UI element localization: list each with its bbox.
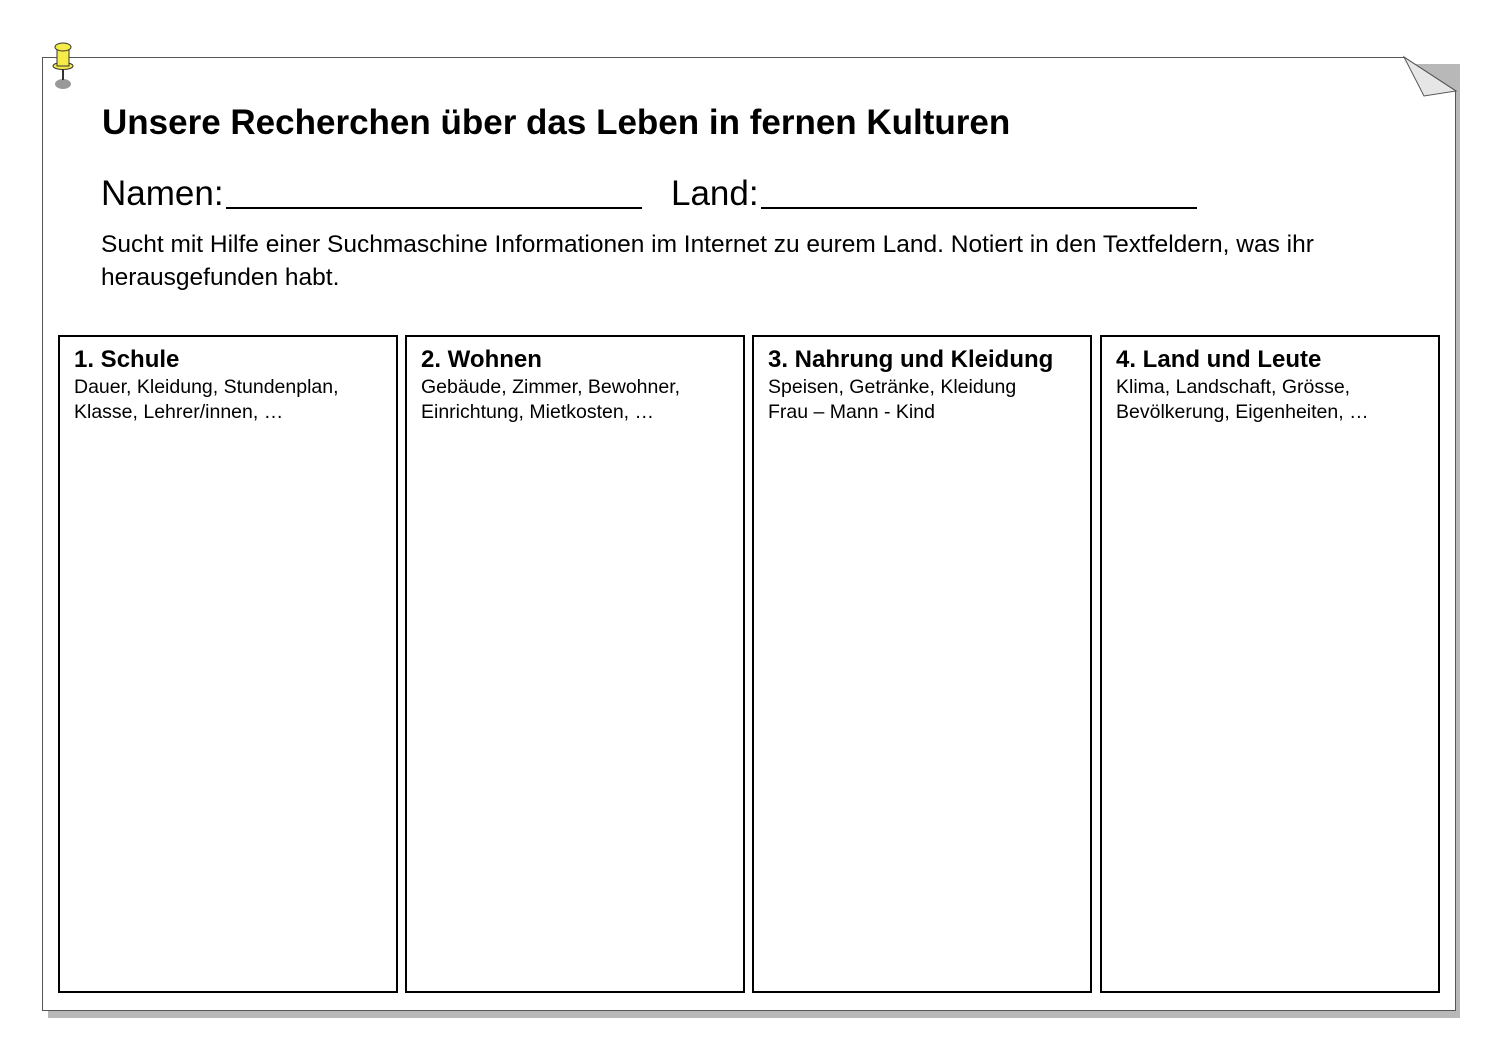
topic-box-hint: Gebäude, Zimmer, Bewohner, xyxy=(421,376,681,398)
country-field[interactable] xyxy=(671,167,1197,214)
topic-box-title: 3. Nahrung und Kleidung xyxy=(768,346,1054,373)
topic-box-hint: Dauer, Kleidung, Stundenplan, xyxy=(74,376,339,398)
country-label: Land: xyxy=(671,174,759,213)
worksheet-title: Unsere Recherchen über das Leben in fernen Kulturen xyxy=(102,103,1011,142)
topic-box-nahrung-kleidung[interactable] xyxy=(752,335,1092,993)
topic-box-wohnen[interactable] xyxy=(405,335,745,993)
names-label: Namen: xyxy=(101,174,224,213)
topic-box-title: 4. Land und Leute xyxy=(1116,346,1322,373)
topic-box-hint: Bevölkerung, Eigenheiten, … xyxy=(1116,401,1369,423)
pushpin-icon xyxy=(48,40,78,92)
topic-box-hint: Frau – Mann - Kind xyxy=(768,401,935,423)
topic-box-title: 1. Schule xyxy=(74,346,180,373)
topic-box-hint: Speisen, Getränke, Kleidung xyxy=(768,376,1017,398)
topic-box-hint: Einrichtung, Mietkosten, … xyxy=(421,401,655,423)
topic-box-title: 2. Wohnen xyxy=(421,346,542,373)
instructions-text: Sucht mit Hilfe einer Suchmaschine Informationen im Internet zu eurem Land. Notiert in den Textfeldern, was ihr herausgefunden habt. xyxy=(101,231,1314,291)
names-field[interactable] xyxy=(101,167,642,214)
country-blank-line[interactable] xyxy=(761,171,1197,209)
topic-boxes xyxy=(58,335,1440,993)
topic-box-hint: Klima, Landschaft, Grösse, xyxy=(1116,376,1351,398)
names-blank-line[interactable] xyxy=(226,171,642,209)
topic-box-land-leute[interactable] xyxy=(1100,335,1440,993)
topic-box-schule[interactable] xyxy=(58,335,398,993)
topic-box-hint: Klasse, Lehrer/innen, … xyxy=(74,401,284,423)
